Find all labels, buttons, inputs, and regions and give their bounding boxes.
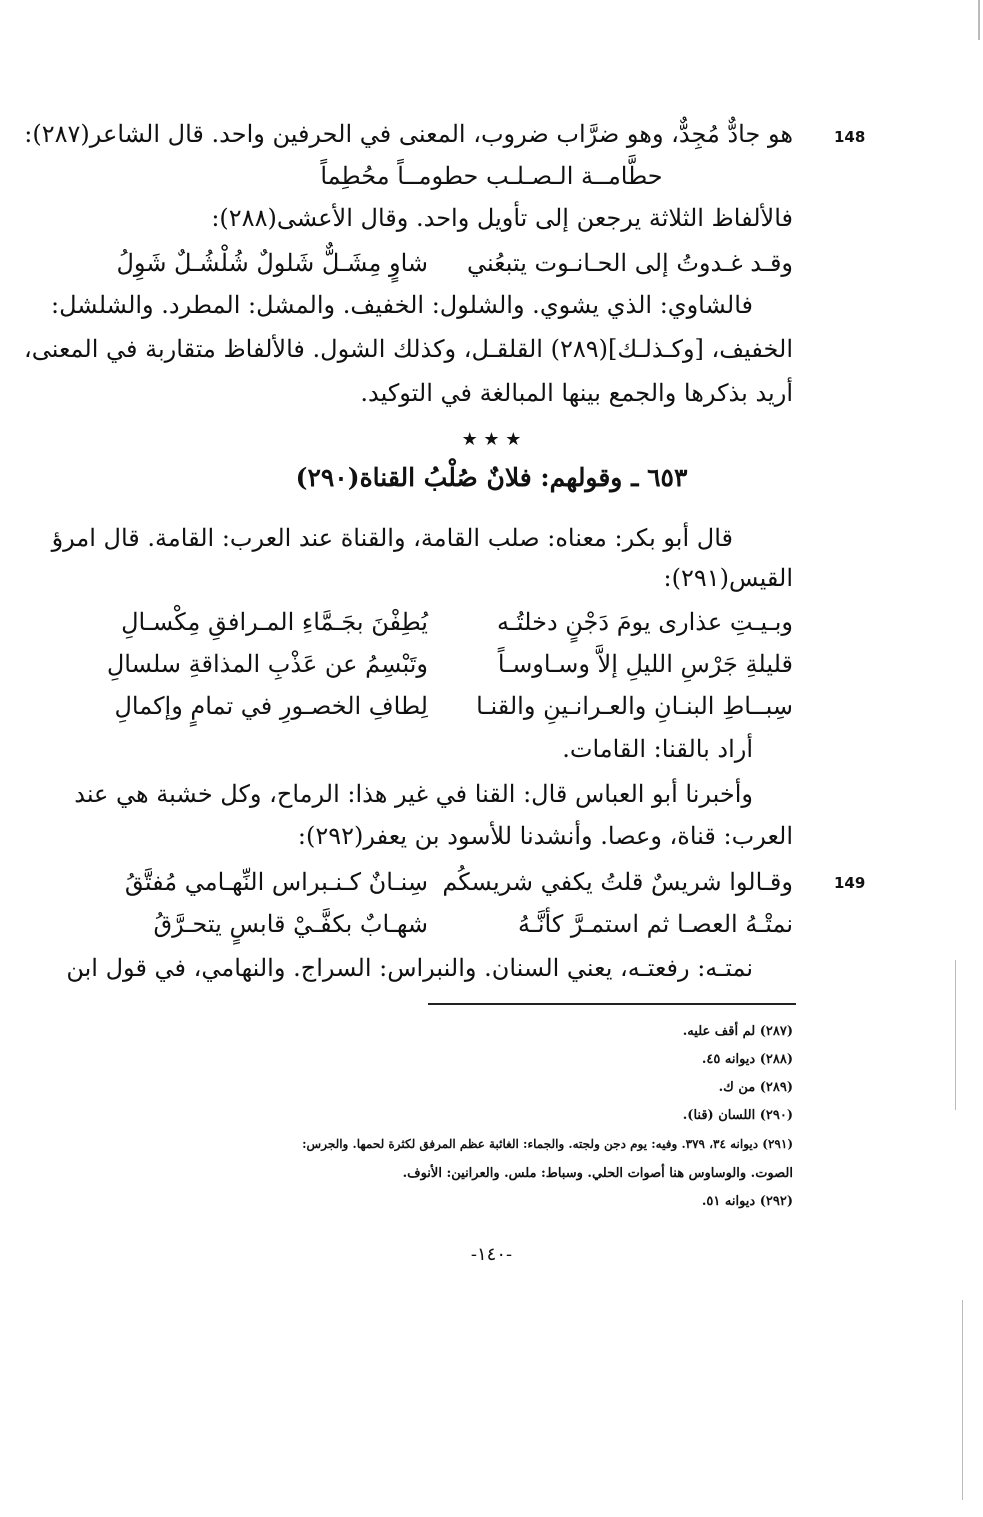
section-separator: ★ ★ ★	[461, 429, 522, 450]
text-line: القيس(٢٩١):	[663, 564, 793, 592]
text-line: هو جادٌّ مُجِدٌّ، وهو ضرَّاب ضروب، المعنى في الحرفين واحد. قال الشاعر(٢٨٧):	[24, 120, 793, 148]
text-line: العرب: قناة، وعصا. وأنشدنا للأسود بن يعفر(٢٩٢):	[297, 822, 793, 850]
text-line: الخفيف، [وكـذلـك](٢٨٩) القلقـل، وكذلك الشول. فالألفاظ متقاربة في المعنى،	[23, 335, 793, 363]
text-line: نمتـه: رفعتـه، يعني السنان. والنبراس: السراج. والنهامي، في قول ابن	[66, 954, 753, 982]
footnote: (٢٨٧) لم أقف عليه.	[682, 1024, 793, 1039]
verse-hemistich-first: وقـالوا شريسٌ قلتُ يكفي شريسكُم	[442, 868, 793, 896]
scan-edge-mark	[962, 1300, 963, 1500]
scan-edge-mark	[978, 0, 980, 40]
verse-hemistich-second: سِنـانٌ كـنـبراس النِّهـامي مُفتَّقُ	[124, 868, 428, 896]
text-line: قال أبو بكر: معناه: صلب القامة، والقناة عند العرب: القامة. قال امرؤ	[51, 524, 733, 552]
footnote-rule	[428, 1003, 796, 1005]
scan-edge-mark	[955, 960, 956, 1110]
footnote: (٢٨٩) من ك.	[718, 1080, 793, 1095]
footnote: الصوت. والوساوس هنا أصوات الحلي. وسباط: ملس. والعرانين: الأنوف.	[402, 1166, 793, 1181]
footnote: (٢٩٢) ديوانه ٥١.	[701, 1194, 793, 1209]
footnote: (٢٩٠) اللسان (قنا).	[682, 1108, 793, 1123]
verse-hemistich-first: سِبــاطِ البنـانِ والعـرانـينِ والقنـا	[476, 692, 793, 720]
section-heading: ٦٥٣ ـ وقولهم: فلانٌ صُلْبُ القناة(٢٩٠)	[295, 463, 688, 492]
verse-hemistich-second: يُطِفْنَ بجَـمَّاءِ المـرافقِ مِكْسـالِ	[121, 608, 428, 636]
text-line: فالألفاظ الثلاثة يرجعن إلى تأويل واحد. وقال الأعشى(٢٨٨):	[211, 204, 793, 232]
margin-number-149: 149	[834, 874, 866, 892]
footnote: (٢٨٨) ديوانه ٤٥.	[701, 1052, 793, 1067]
verse-hemistich-second: لِطافِ الخصـورِ في تمامٍ وإكمالِ	[114, 692, 428, 720]
footnote: (٢٩١) ديوانه ٣٤، ٣٧٩. وفيه: يوم دجن ولجته. والجماء: الغائبة عظم المرفق لكثرة لحمها. والجرس:	[302, 1137, 793, 1151]
margin-number-148: 148	[834, 128, 866, 146]
text-line: أريد بذكرها والجمع بينها المبالغة في التوكيد.	[360, 379, 793, 407]
text-line: وأخبرنا أبو العباس قال: القنا في غير هذا: الرماح، وكل خشبة هي عند	[74, 780, 753, 808]
verse-hemistich-first: نمتْـهُ العصـا ثم استمـرَّ كأنَّـهُ	[517, 910, 793, 938]
page-number: -١٤٠-	[470, 1244, 513, 1265]
verse-hemistich-first: وقـد غـدوتُ إلى الحـانـوت يتبعُني	[466, 249, 793, 277]
verse-hemistich-first: قليلةِ جَرْسِ الليلِ إلاَّ وسـاوسـاً	[497, 650, 793, 678]
verse-hemistich-first: وبـيـتِ عذارى يومَ دَجْنٍ دخلتُـه	[497, 608, 793, 636]
verse-hemistich-second: شاوٍ مِشَـلٌّ شَلولٌ شُلْشُـلٌ شَوِلُ	[116, 249, 428, 277]
verse-hemistich-second: شهـابٌ بكفَّـيْ قابسٍ يتحـرَّقُ	[153, 910, 428, 938]
text-line: حطَّامــة الـصـلـب حطومــاً محُطِماً	[320, 162, 663, 190]
verse-hemistich-second: وتَبْسِمُ عن عَذْبِ المذاقةِ سلسالِ	[106, 650, 428, 678]
text-line: فالشاوي: الذي يشوي. والشلول: الخفيف. والمشل: المطرد. والشلشل:	[51, 291, 753, 319]
text-line: أراد بالقنا: القامات.	[562, 735, 753, 763]
